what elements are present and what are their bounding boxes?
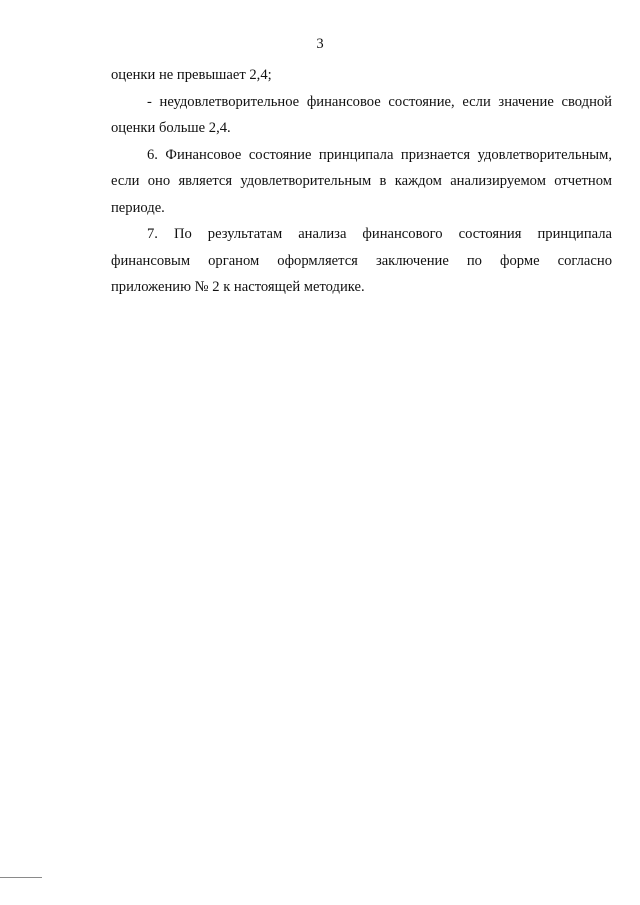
text-line: если оно является удовлетворительным в каждом анализируемом отчетном: [111, 173, 612, 189]
text-line: 6. Финансовое состояние принципала признается удовлетворительным,: [147, 146, 612, 163]
footnote-divider: [0, 877, 42, 878]
paragraph-item-7: [111, 221, 612, 301]
paragraph-continuation: [111, 62, 612, 89]
text-line: оценки больше 2,4.: [111, 120, 231, 136]
document-body: [111, 62, 612, 301]
text-line: приложению № 2 к настоящей методике.: [111, 279, 365, 295]
page-number: 3: [316, 36, 324, 52]
paragraph-bullet-unsatisfactory: [111, 89, 612, 142]
text-line: периоде.: [111, 199, 165, 216]
text-line: оценки не превышает 2,4;: [111, 67, 272, 83]
paragraph-item-6: [111, 142, 612, 222]
text-line: - неудовлетворительное финансовое состояние, если значение сводной: [147, 93, 612, 110]
text-line: финансовым органом оформляется заключение по форме согласно: [111, 252, 612, 269]
text-line: 7. По результатам анализа финансового состояния принципала: [147, 226, 612, 242]
